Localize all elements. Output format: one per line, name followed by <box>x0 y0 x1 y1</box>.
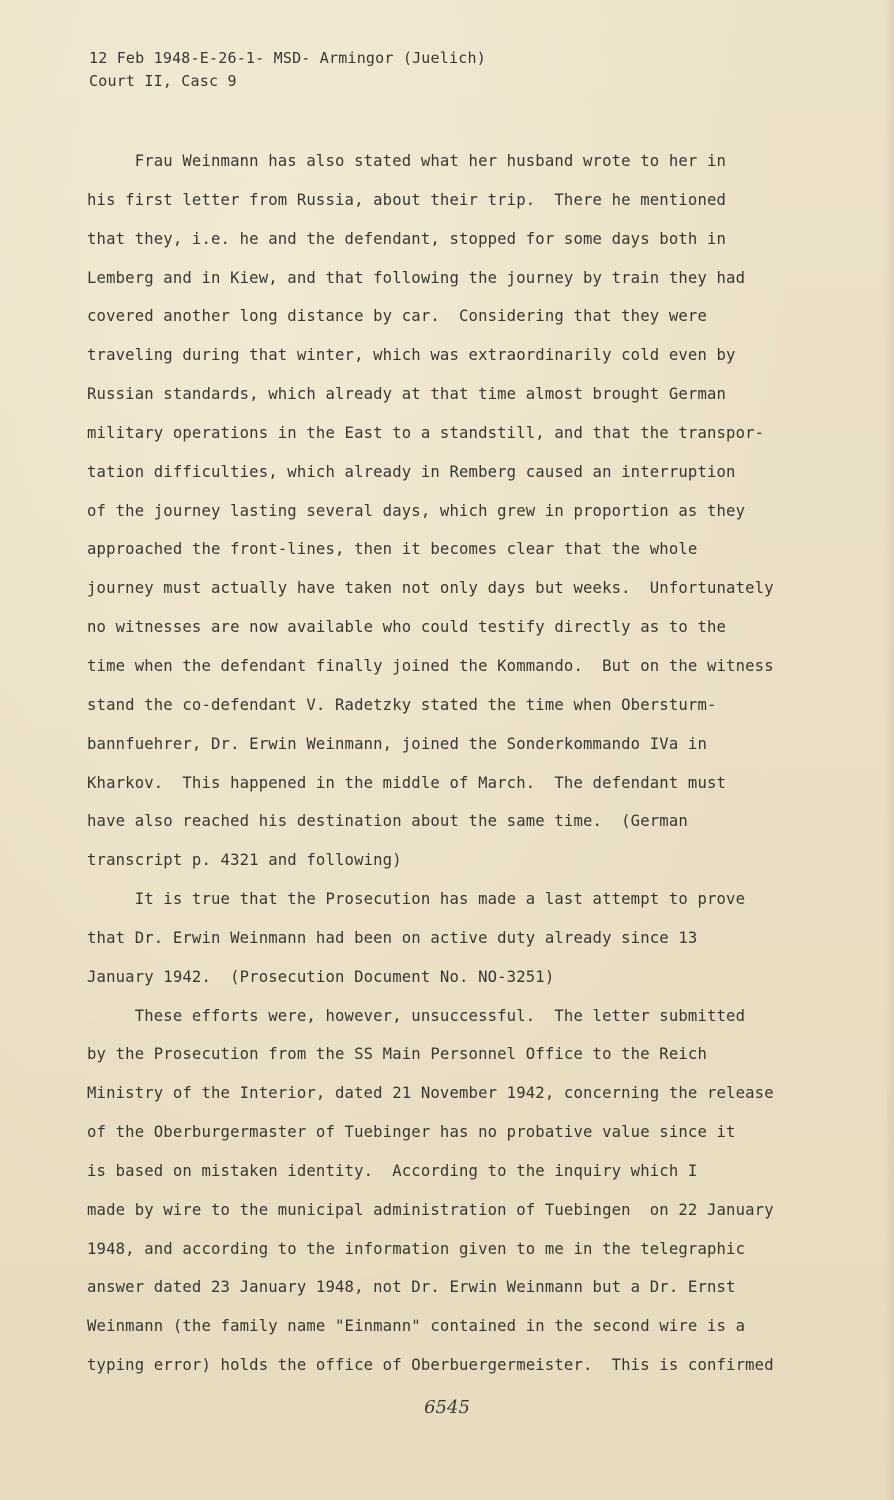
text-line: made by wire to the municipal administration of Tuebingen on 22 January <box>87 1200 774 1219</box>
text-line: It is true that the Prosecution has made a last attempt to prove <box>87 890 746 909</box>
text-line: Frau Weinmann has also stated what her husband wrote to her in <box>87 152 727 170</box>
text-line: time when the defendant finally joined the Kommando. But on the witness <box>87 656 774 675</box>
page-number: 6545 <box>424 1397 470 1418</box>
text-line: bannfuehrer, Dr. Erwin Weinmann, joined the Sonderkommando IVa in <box>87 734 707 753</box>
text-line: covered another long distance by car. Considering that they were <box>87 307 707 326</box>
text-line: no witnesses are now available who could testify directly as to the <box>87 618 727 637</box>
text-line: Lemberg and in Kiew, and that following the journey by train they had <box>87 268 746 287</box>
text-line: tation difficulties, which already in Remberg caused an interruption <box>87 462 736 481</box>
text-line: that they, i.e. he and the defendant, stopped for some days both in <box>87 229 727 248</box>
text-line: of the journey lasting several days, which grew in proportion as they <box>87 501 746 520</box>
page-edge-shadow <box>884 0 894 1500</box>
text-line: answer dated 23 January 1948, not Dr. Erwin Weinmann but a Dr. Ernst <box>87 1278 736 1297</box>
document-header <box>89 47 486 93</box>
text-line: typing error) holds the office of Oberbuergermeister. This is confirmed <box>87 1356 774 1375</box>
header-line-date-case: 12 Feb 1948-E-26-1- MSD- Armingor (Juelich) <box>89 49 486 67</box>
text-line: Weinmann (the family name "Einmann" contained in the second wire is a <box>87 1317 746 1336</box>
text-line: These efforts were, however, unsuccessful. The letter submitted <box>87 1006 746 1025</box>
text-line: that Dr. Erwin Weinmann had been on active duty already since 13 <box>87 928 698 947</box>
text-line: transcript p. 4321 and following) <box>87 851 402 870</box>
text-line: Russian standards, which already at that time almost brought German <box>87 385 727 404</box>
text-line: January 1942. (Prosecution Document No. NO-3251) <box>87 967 555 986</box>
text-line: is based on mistaken identity. According to the inquiry which I <box>87 1161 698 1180</box>
text-line: of the Oberburgermaster of Tuebinger has no probative value since it <box>87 1123 736 1142</box>
text-line: Ministry of the Interior, dated 21 November 1942, concerning the release <box>87 1084 774 1103</box>
text-line: stand the co-defendant V. Radetzky stated the time when Obersturm- <box>87 695 717 714</box>
text-line: approached the front-lines, then it becomes clear that the whole <box>87 540 698 559</box>
text-line: traveling during that winter, which was extraordinarily cold even by <box>87 346 736 365</box>
text-line: his first letter from Russia, about their trip. There he mentioned <box>87 190 727 209</box>
text-line: have also reached his destination about the same time. (German <box>87 812 688 831</box>
text-line: by the Prosecution from the SS Main Personnel Office to the Reich <box>87 1045 707 1064</box>
text-line: journey must actually have taken not only days but weeks. Unfortunately <box>87 579 774 598</box>
text-line: 1948, and according to the information given to me in the telegraphic <box>87 1239 746 1258</box>
header-line-court: Court II, Casc 9 <box>89 72 237 90</box>
text-line: Kharkov. This happened in the middle of March. The defendant must <box>87 773 727 792</box>
document-body <box>87 142 807 1385</box>
text-line: military operations in the East to a standstill, and that the transpor- <box>87 423 765 442</box>
